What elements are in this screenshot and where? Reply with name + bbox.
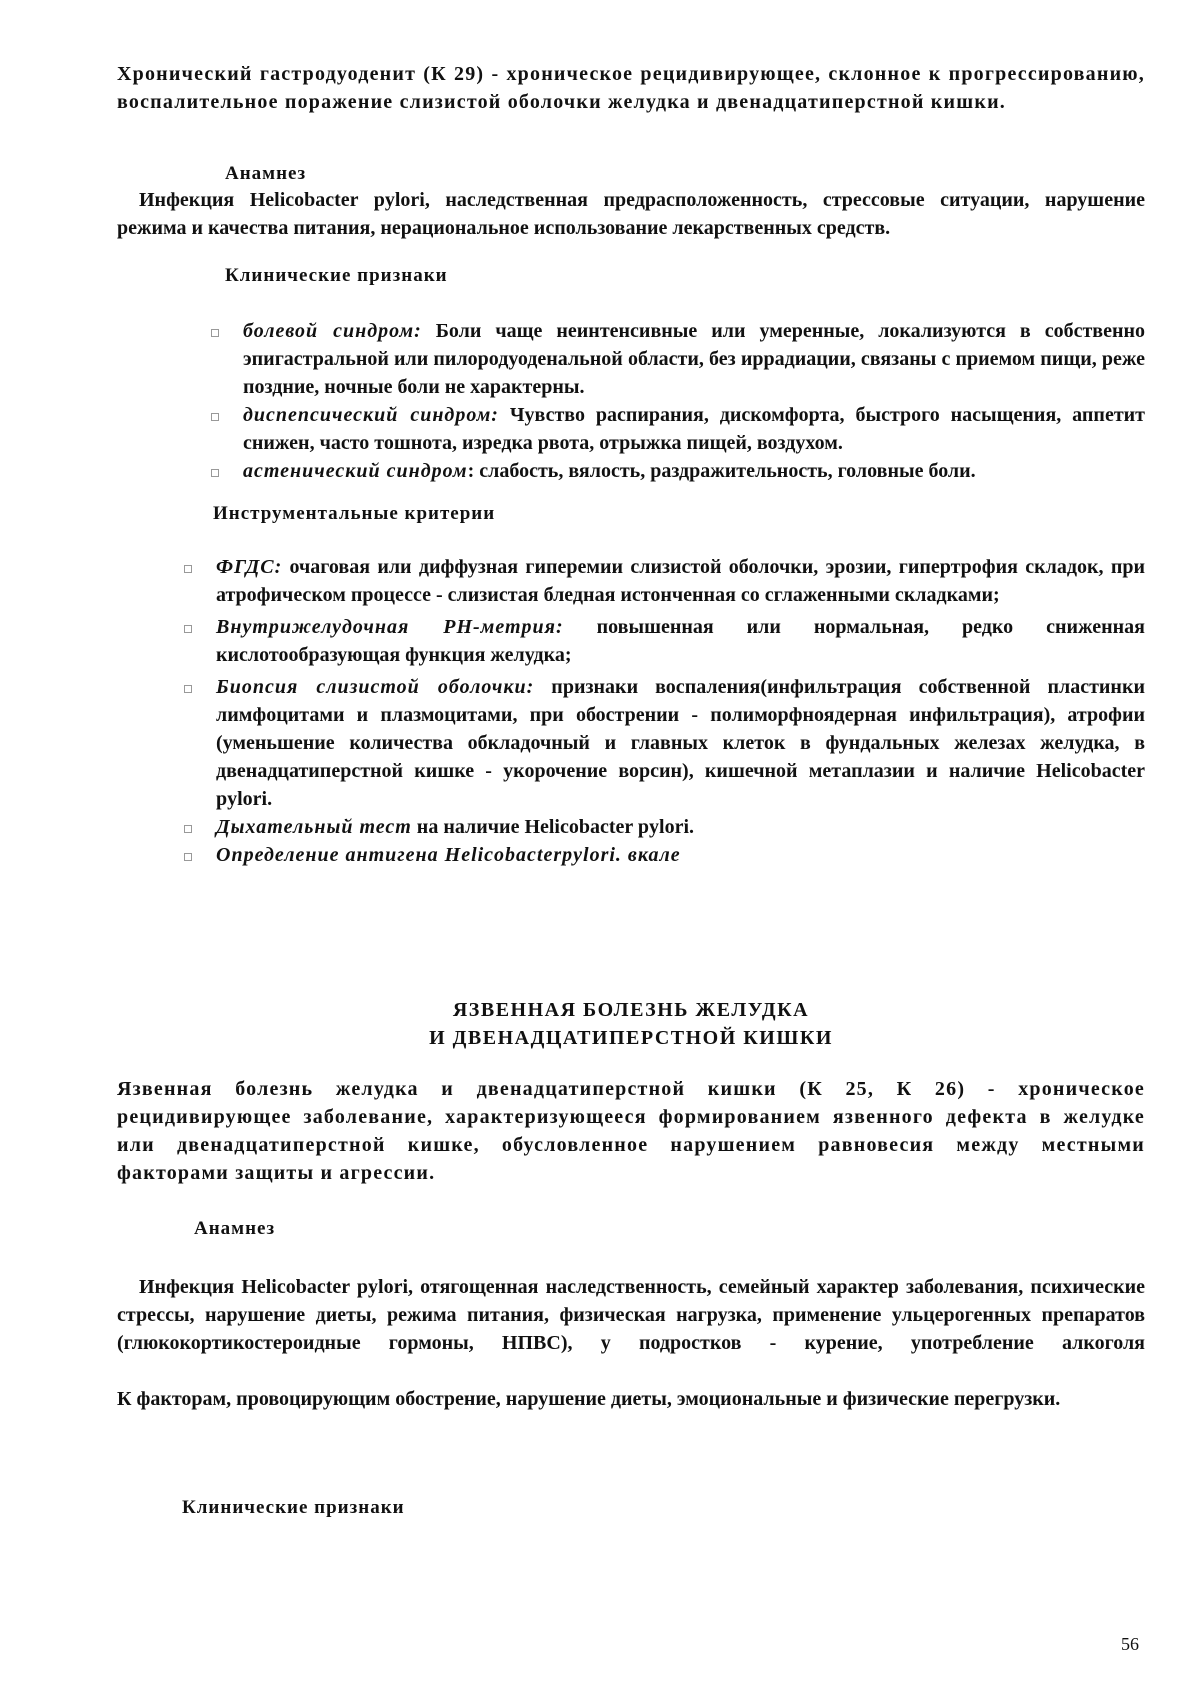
list-item-text: Чувство распирания, дискомфорта, быстрого насыщения, аппетит снижен, часто тошнота, изредка рвота, отрыжка пищей, воздухом.	[243, 404, 1146, 454]
list-item-term: диспепсический синдром:	[243, 404, 499, 426]
bullet-marker-icon	[184, 853, 192, 861]
instrumental-criteria-list	[216, 553, 1145, 869]
bullet-marker-icon	[184, 565, 192, 573]
clinical-signs-list	[243, 317, 1145, 485]
provoking-factors-text: К факторам, провоцирующим обострение, нарушение диеты, эмоциональные и физические перегрузки.	[117, 1388, 1061, 1410]
list-item	[216, 613, 1145, 669]
list-item	[216, 841, 1145, 869]
peptic-ulcer-definition: Язвенная болезнь желудка и двенадцатиперстной кишки (К 25, К 26) - хроническое рецидивирующее заболевание, характеризующееся формированием язвенного дефекта в желудке или двенадцатиперстной кишке, обусловленное нарушением равновесия между местными факторами защиты и агрессии.	[117, 1078, 1145, 1184]
section-title-line-2: И ДВЕНАДЦАТИПЕРСТНОЙ КИШКИ	[429, 1027, 833, 1049]
list-item-text: : слабость, вялость, раздражительность, головные боли.	[467, 460, 976, 482]
instrumental-criteria-heading: Инструментальные критерии	[213, 503, 496, 524]
ulcer-clinical-signs-heading: Клинические признаки	[182, 1497, 405, 1518]
anamnesis-heading: Анамнез	[225, 163, 307, 184]
list-item	[243, 317, 1145, 401]
anamnesis-text: Инфекция Helicobacter pylori, наследственная предрасположенность, стрессовые ситуации, нарушение режима и качества питания, нерациональное использование лекарственных средств.	[117, 189, 1145, 239]
gastroduodenitis-definition: Хронический гастродуоденит (К 29) - хроническое рецидивирующее, склонное к прогрессированию, воспалительное поражение слизистой оболочки желудка и двенадцатиперстной кишки.	[117, 63, 1145, 113]
list-item	[243, 457, 1145, 485]
list-item-term: астенический синдром	[243, 460, 468, 482]
list-item-text: очаговая или диффузная гиперемии слизистой оболочки, эрозии, гипертрофия складок, при атрофическом процессе - слизистая бледная истонченная со сглаженными складками;	[216, 556, 1145, 606]
bullet-marker-icon	[211, 413, 219, 421]
list-item	[216, 553, 1145, 609]
list-item-term: Биопсия слизистой оболочки:	[216, 676, 535, 698]
list-item-term: Внутрижелудочная РН-метрия:	[216, 616, 564, 638]
list-item-text: на наличие Helicobacter pylori.	[411, 816, 695, 838]
bullet-marker-icon	[211, 329, 219, 337]
ulcer-anamnesis-heading: Анамнез	[194, 1218, 276, 1239]
list-item-term: Дыхательный тест	[216, 816, 412, 838]
bullet-marker-icon	[184, 625, 192, 633]
clinical-signs-heading: Клинические признаки	[225, 265, 448, 286]
list-item-term: болевой синдром:	[243, 320, 422, 342]
list-item	[216, 813, 1145, 841]
list-item-term: ФГДС:	[216, 556, 283, 578]
ulcer-anamnesis-text: Инфекция Helicobacter pylori, отягощенная наследственность, семейный характер заболевания, психические стрессы, нарушение диеты, режима питания, физическая нагрузка, применение ульцерогенных препаратов (глюкокортикостероидные гормоны, НПВС), у подростков - курение, употребление алкоголя	[117, 1276, 1145, 1354]
bullet-marker-icon	[184, 685, 192, 693]
list-item-text: признаки воспаления(инфильтрация собственной пластинки лимфоцитами и плазмоцитами, при обострении - полиморфноядерная инфильтрация), атрофии (уменьшение количества обкладочный и главных клеток в фундальных железах желудка, в двенадцатиперстной кишке - укорочение ворсин), кишечной метаплазии и наличие Helicobacter pylori.	[216, 676, 1145, 810]
page-number: 56	[1121, 1634, 1139, 1654]
bullet-marker-icon	[211, 469, 219, 477]
list-item	[216, 673, 1145, 813]
list-item-text: Боли чаще неинтенсивные или умеренные, локализуются в собственно эпигастральной или пилородуоденальной области, без иррадиации, связаны с приемом пищи, реже поздние, ночные боли не характерны.	[243, 320, 1146, 398]
section-title-line-1: ЯЗВЕННАЯ БОЛЕЗНЬ ЖЕЛУДКА	[452, 999, 810, 1021]
list-item-term: Определение антигена Helicobacterpylori. вкале	[216, 844, 681, 866]
list-item	[243, 401, 1145, 457]
list-item-text: повышенная или нормальная, редко сниженная кислотообразующая функция желудка;	[216, 616, 1145, 666]
bullet-marker-icon	[184, 825, 192, 833]
